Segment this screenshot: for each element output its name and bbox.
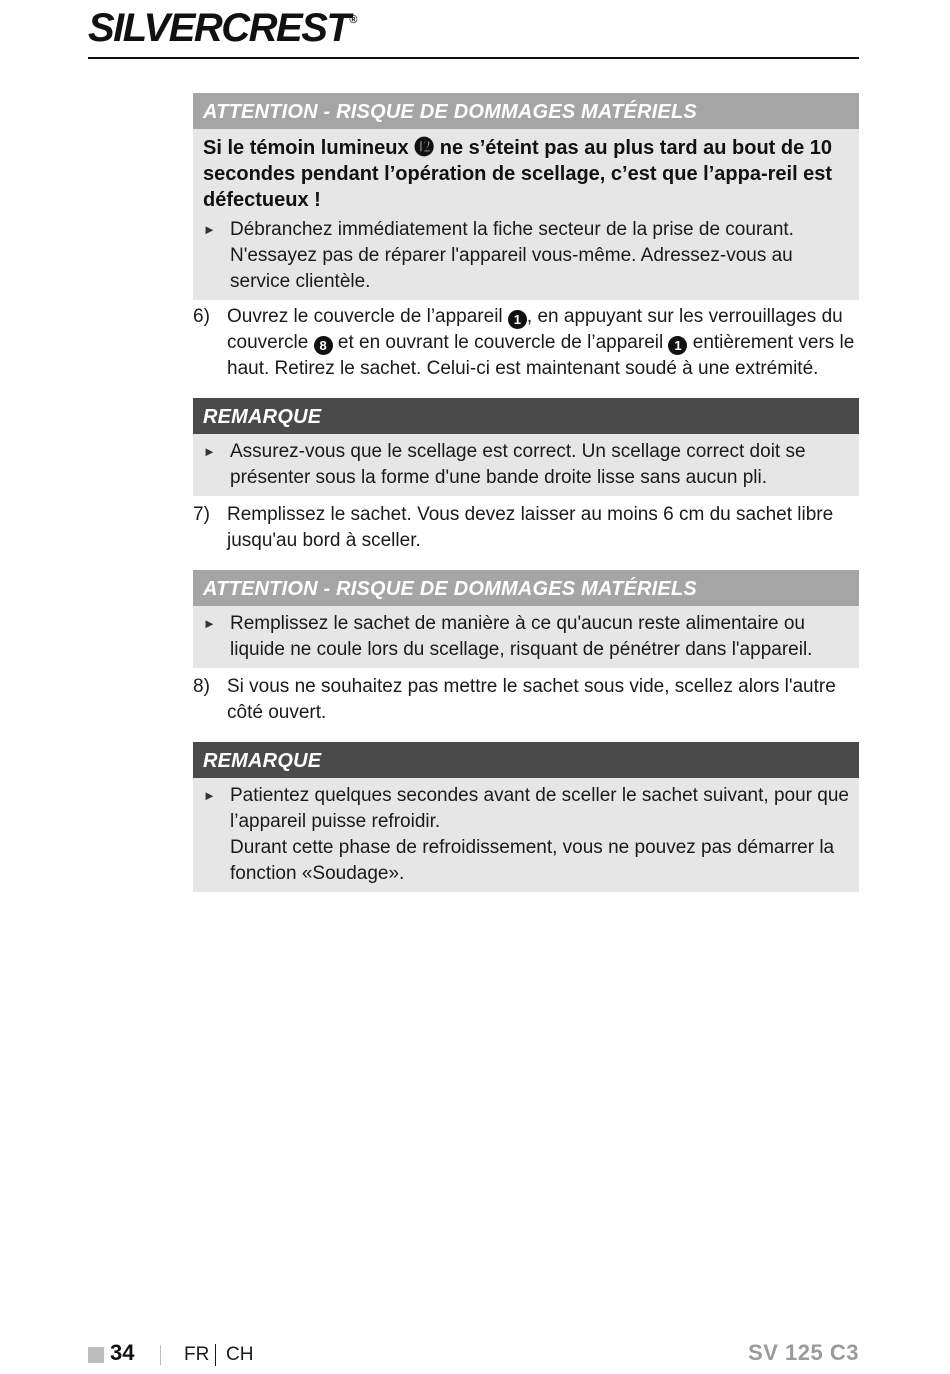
note-title-2: REMARQUE: [193, 742, 859, 778]
arrow-right-icon: ►: [203, 222, 216, 237]
step-7: 7) Remplissez le sachet. Vous devez laisser au moins 6 cm du sachet libre jusqu'au bord à sceller.: [193, 504, 834, 551]
main-content: [193, 93, 859, 892]
note-box-1: [193, 398, 859, 496]
step-8: 8) Si vous ne souhaitez pas mettre le sachet sous vide, scellez alors l'autre côté ouvert.: [193, 676, 836, 723]
language-code-ch: CH: [226, 1344, 254, 1365]
arrow-right-icon: ►: [203, 788, 216, 803]
list-item: ► Patientez quelques secondes avant de sceller le sachet suivant, pour que l’appareil puisse refroidir. Durant cette phase de refroidissement, vous ne pouvez pas démarrer la fonction «Soudage».: [203, 785, 849, 884]
reference-1-icon: 1: [508, 310, 527, 329]
attention-warning-text: Si le témoin lumineux ⓬ ne s’éteint pas au plus tard au bout de 10 secondes pendant l’opération de scellage, c’est que l’appa-reil est défectueux !: [203, 137, 833, 211]
list-item: ► Remplissez le sachet de manière à ce qu'aucun reste alimentaire ou liquide ne coule lors du scellage, risquant de pénétrer dans l'appareil.: [203, 613, 813, 660]
attention-title-2: ATTENTION - RISQUE DE DOMMAGES MATÉRIELS: [193, 570, 859, 606]
step-number: 8): [193, 676, 210, 697]
arrow-right-icon: ►: [203, 616, 216, 631]
model-number: SV 125 C3: [748, 1340, 859, 1365]
registered-mark: ®: [349, 14, 356, 26]
arrow-right-icon: ►: [203, 444, 216, 459]
reference-8-icon: 8: [314, 336, 333, 355]
footer-divider: [215, 1344, 216, 1366]
brand-name: SILVERCREST: [88, 6, 350, 50]
step-number: 7): [193, 504, 210, 525]
step-6: 6) Ouvrez le couvercle de l’appareil 1 , en appuyant sur les verrouillages du couvercle 8 et en ouvrant le couvercle de l’appareil 1 entièrement vers le haut. Retirez le sachet. Celui-ci est maintenant soudé à une extrémité.: [193, 306, 855, 379]
step-number: 6): [193, 306, 210, 327]
list-item: ► Assurez-vous que le scellage est correct. Un scellage correct doit se présenter sous la forme d'une bande droite lisse sans aucun pli.: [203, 441, 806, 488]
footer-divider: [160, 1345, 161, 1365]
language-code-fr: FR: [184, 1344, 210, 1365]
page-number: 34: [110, 1340, 135, 1365]
list-item: ► Débranchez immédiatement la fiche secteur de la prise de courant. N'essayez pas de réparer l'appareil vous-même. Adressez-vous au service clientèle.: [203, 219, 794, 292]
attention-title-1: ATTENTION - RISQUE DE DOMMAGES MATÉRIELS: [193, 93, 859, 129]
reference-12-icon: ⓬: [414, 137, 435, 159]
attention-box-2: [193, 570, 859, 668]
header-divider: [88, 57, 859, 59]
square-icon: [88, 1347, 104, 1363]
note-box-2: [193, 742, 859, 892]
reference-1-icon: 1: [668, 336, 687, 355]
brand-logo: [88, 6, 356, 51]
page-footer: [88, 1339, 859, 1371]
note-title-1: REMARQUE: [193, 398, 859, 434]
attention-box-1: [193, 93, 859, 300]
